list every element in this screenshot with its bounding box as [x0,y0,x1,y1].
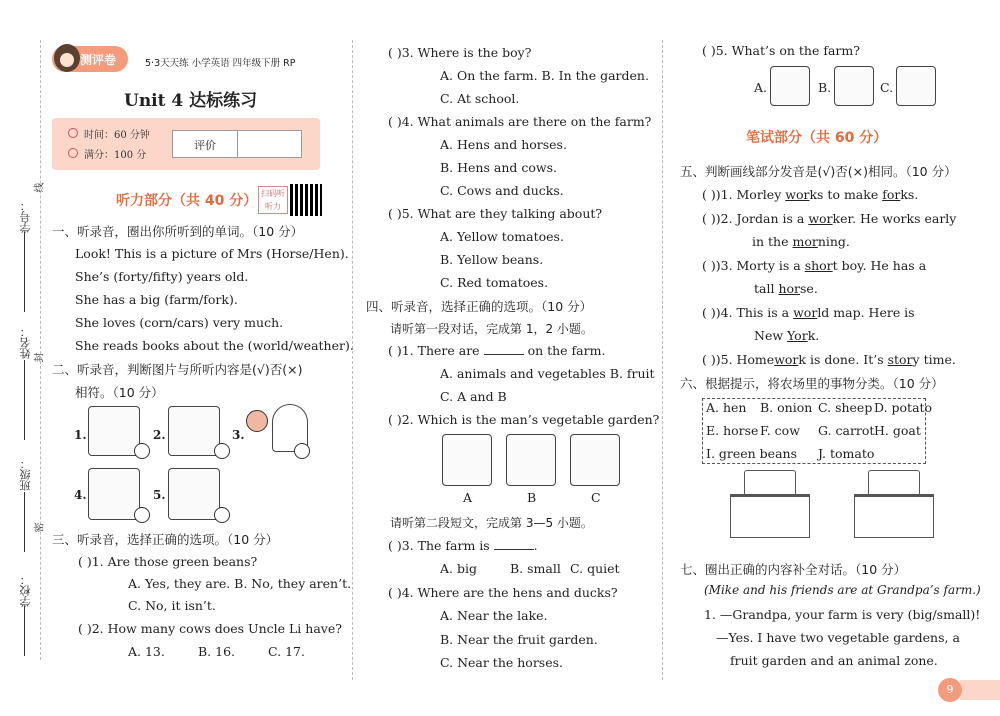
s4-q1-options: A. animals and vegetables B. fruit [440,366,655,381]
s6-item-b: B. onion [760,400,813,415]
answer-circle-1[interactable] [134,443,150,459]
s5-q4-text-b: ld map. Here is [817,305,915,320]
s7-line-2: —Yes. I have two vegetable gardens, a [716,630,960,645]
animal-sign-icon [868,470,920,496]
s1-line-4: She loves (corn/cars) very much. [75,315,284,330]
listening-heading: 听力部分（共 40 分） [116,193,258,209]
page-title: Unit 4 达标练习 [124,91,258,111]
s5-q5-paren[interactable]: ( ) [702,352,716,367]
s3-title: 三、听录音，选择正确的选项。（10 分） [52,532,279,547]
s4-q4-option-c: C. Near the horses. [440,655,563,670]
s5-q4-cont-b: k. [807,328,820,343]
s5-q3-cont-b: se. [800,281,818,296]
s4-intro-2: 请听第二段短文，完成第 3—5 小题。 [390,516,593,530]
s1-line-3: She has a big (farm/fork). [75,292,238,307]
s3-q5-option-c: C. Red tomatoes. [440,275,549,290]
s1-line-2: She’s (forty/fifty) years old. [75,269,249,284]
s3-q5: ( )5. What are they talking about? [388,206,603,221]
s5-q3-underline: shor [804,258,833,273]
s5-q4-cont [754,328,819,343]
s3-q4: ( )4. What animals are there on the farm? [388,114,652,129]
s5-q1-underline-1: wor [785,187,810,202]
s7-title: 七、圈出正确的内容补全对话。（10 分） [680,562,907,577]
garden-option-a-picture [442,434,492,486]
s3-q5-option-a: A. Yellow tomatoes. [440,229,564,244]
animal-basket[interactable] [854,494,934,538]
evaluation-label: 评价 [194,139,216,152]
s3-q3-option-c: C. At school. [440,91,520,106]
s1-line-5: She reads books about the (world/weather). [75,338,354,353]
s5-q2-cont-b: ning. [817,234,850,249]
garden-option-b-picture [506,434,556,486]
s5-q4-text-a: )4. This is a [715,305,794,320]
s3-q1: ( )1. Are those green beans? [78,554,258,569]
s4-q1-text: ( )1. There are [388,343,480,358]
scan-label: 扫码听听力 [258,186,288,214]
s7-line-3: fruit garden and an animal zone. [730,653,938,668]
s5-q3-text-b: t boy. He has a [832,258,927,273]
s7-context: (Mike and his friends are at Grandpa’s farm.) [704,583,981,597]
s5-q3-text-a: )3. Morty is a [715,258,805,273]
s5-q4-paren[interactable]: ( ) [702,305,716,320]
s6-item-g: G. carrot [818,423,875,438]
class-line [24,492,25,552]
s6-item-j: J. tomato [818,446,875,461]
s5-q2-text-a: )2. Jordan is a [715,211,809,226]
fruit-tree-picture-b [834,66,874,106]
s4-q5-label-c: C. [880,80,894,95]
school-line [24,606,25,656]
s5-q4 [702,305,915,320]
s3-q4-option-c: C. Cows and ducks. [440,183,564,198]
time-limit: 时间：60 分钟 [84,130,150,141]
s2-title: 二、听录音，判断图片与所听内容是(√)否(×) [52,362,303,377]
s6-item-e: E. horse [706,423,759,438]
page-tab [960,680,1000,700]
s5-q3-paren[interactable]: ( ) [702,258,716,273]
evaluation-box [172,130,302,158]
seal-mark-line: 线 [34,182,46,193]
s5-q1-text-c: ks. [900,187,919,202]
s4-q4: ( )4. Where are the hens and ducks? [388,585,618,600]
s3-q4-option-a: A. Hens and horses. [440,137,567,152]
s5-q3-cont [754,281,818,296]
s5-q3-cont-underline: hor [778,281,801,296]
student-no-label: 学号： [19,200,32,233]
s6-item-d: D. potato [874,400,933,415]
s5-q3 [702,258,926,273]
s5-q1-text-b: ks to make [809,187,883,202]
s4-q2-label-c: C [591,490,601,505]
s5-q1-underline-2: for [882,187,901,202]
s4-title: 四、听录音，选择正确的选项。（10 分） [366,299,593,314]
s4-q2-label-b: B [527,490,537,505]
garden-picture-1 [88,406,140,456]
answer-circle-5[interactable] [214,507,230,523]
horses-picture-c [896,66,936,106]
s3-q1-options: A. Yes, they are. B. No, they aren’t. [128,576,352,591]
name-line [24,360,25,440]
s4-q4-option-b: B. Near the fruit garden. [440,632,598,647]
farm-animals-picture-a [770,66,810,106]
s5-q2-cont-underline: mor [792,234,818,249]
s1-title: 一、听录音，圈出你所听到的单词。（10 分） [52,224,304,239]
seal-mark-seal: 封 [34,352,46,363]
s5-q2-underline: wor [808,211,833,226]
s4-intro-1: 请听第一段对话，完成第 1，2 小题。 [390,322,593,336]
series-info: 5·3天天练 小学英语 四年级下册 RP [145,58,296,69]
s6-title: 六、根据提示，将农场里的事物分类。（10 分） [680,376,944,391]
s3-q5-option-b: B. Yellow beans. [440,252,544,267]
s3-q4-option-b: B. Hens and cows. [440,160,557,175]
s5-q3-cont-a: tall [754,281,779,296]
s4-q1-blank[interactable] [484,354,524,355]
vegetable-basket[interactable] [730,494,810,538]
s3-q3: ( )3. Where is the boy? [388,45,532,60]
page-number: 9 [938,678,962,702]
s3-q3-options: A. On the farm. B. In the garden. [440,68,649,83]
s2-num-4: 4. [74,488,87,502]
s6-item-f: F. cow [760,423,800,438]
student-no-line [24,232,25,312]
fruit-picture-3 [246,410,268,432]
class-label: 班级： [19,458,32,491]
answer-circle-4[interactable] [134,507,150,523]
mascot-face-icon [60,53,74,67]
s3-q2-option-c: C. 17. [268,644,305,659]
badge-label: 测评卷 [80,53,117,67]
s4-q2-label-a: A [463,490,473,505]
s2-num-2: 2. [153,428,166,442]
s5-q5-text-b: k is done. It’s [798,352,888,367]
s4-q1 [388,343,605,358]
vegetables-picture-5 [168,468,220,520]
full-score: 满分：100 分 [84,150,147,161]
s2-num-1: 1. [74,428,87,442]
s6-item-c: C. sheep [818,400,873,415]
s4-q3-option-c: C. quiet [570,561,620,576]
s1-line-1: Look! This is a picture of Mrs (Horse/Hen). [75,246,349,261]
s4-q5-label-a: A. [754,80,768,95]
s5-q5-underline-1: wor [774,352,799,367]
s3-q2-option-b: B. 16. [198,644,236,659]
s5-q1 [702,187,918,202]
s3-q2-option-a: A. 13. [128,644,165,659]
answer-circle-2[interactable] [214,443,230,459]
s4-q5-label-b: B. [818,80,832,95]
s5-title: 五、判断画线部分发音是(√)否(×)相同。（10 分） [680,164,957,179]
s4-q3-text: ( )3. The farm is [388,538,490,553]
s4-q3-option-a: A. big [440,561,477,576]
s4-q3: ( )3. The farm is . [388,538,538,553]
s5-q5-text-a: )5. Home [715,352,775,367]
s3-q1-option-c: C. No, it isn’t. [128,598,216,613]
s4-q2: ( )2. Which is the man’s vegetable garden? [388,412,660,427]
s2-title-cont: 相符。（10 分） [75,385,164,400]
writing-heading: 笔试部分（共 60 分） [746,130,888,146]
farmhouse-picture-2 [168,406,220,456]
garden-option-c-picture [570,434,620,486]
s5-q1-text-a: )1. Morley [715,187,786,202]
s4-q1-option-c: C. A and B [440,389,507,404]
s4-q3-blank[interactable] [494,549,534,550]
clock-icon [68,128,78,138]
s5-q2 [702,211,956,226]
check-icon [68,148,78,158]
s4-q1-text-end: on the farm. [527,343,606,358]
s4-q4-option-a: A. Near the lake. [440,608,548,623]
s5-q1-paren[interactable]: ( ) [702,187,716,202]
s4-q3-option-b: B. small [510,561,561,576]
s5-q2-cont [752,234,850,249]
vegetable-sign-icon [744,470,796,496]
s2-num-3: 3. [232,428,245,442]
s6-item-i: I. green beans [706,446,797,461]
s5-q2-paren[interactable]: ( ) [702,211,716,226]
s5-q4-underline: wor [793,305,818,320]
answer-circle-3[interactable] [294,443,310,459]
s5-q2-cont-a: in the [752,234,793,249]
s5-q4-cont-underline: Yor [787,328,808,343]
seal-mark-secret: 密 [34,522,46,533]
s5-q2-text-b: ker. He works early [832,211,957,226]
qr-code-icon [290,184,322,216]
s4-q5: ( )5. What’s on the farm? [702,43,860,58]
school-label: 学校： [19,574,32,607]
s6-item-h: H. goat [874,423,921,438]
name-label: 姓名： [19,326,32,359]
s5-q5-underline-2: stor [887,352,913,367]
s6-item-a: A. hen [706,400,747,415]
s7-line-1: 1. —Grandpa, your farm is very (big/small)! [704,607,981,622]
s5-q4-cont-a: New [754,328,788,343]
s5-q5 [702,352,956,367]
animals-picture-4 [88,468,140,520]
s2-num-5: 5. [153,488,166,502]
s3-q2: ( )2. How many cows does Uncle Li have? [78,621,342,636]
s5-q5-text-c: y time. [912,352,956,367]
